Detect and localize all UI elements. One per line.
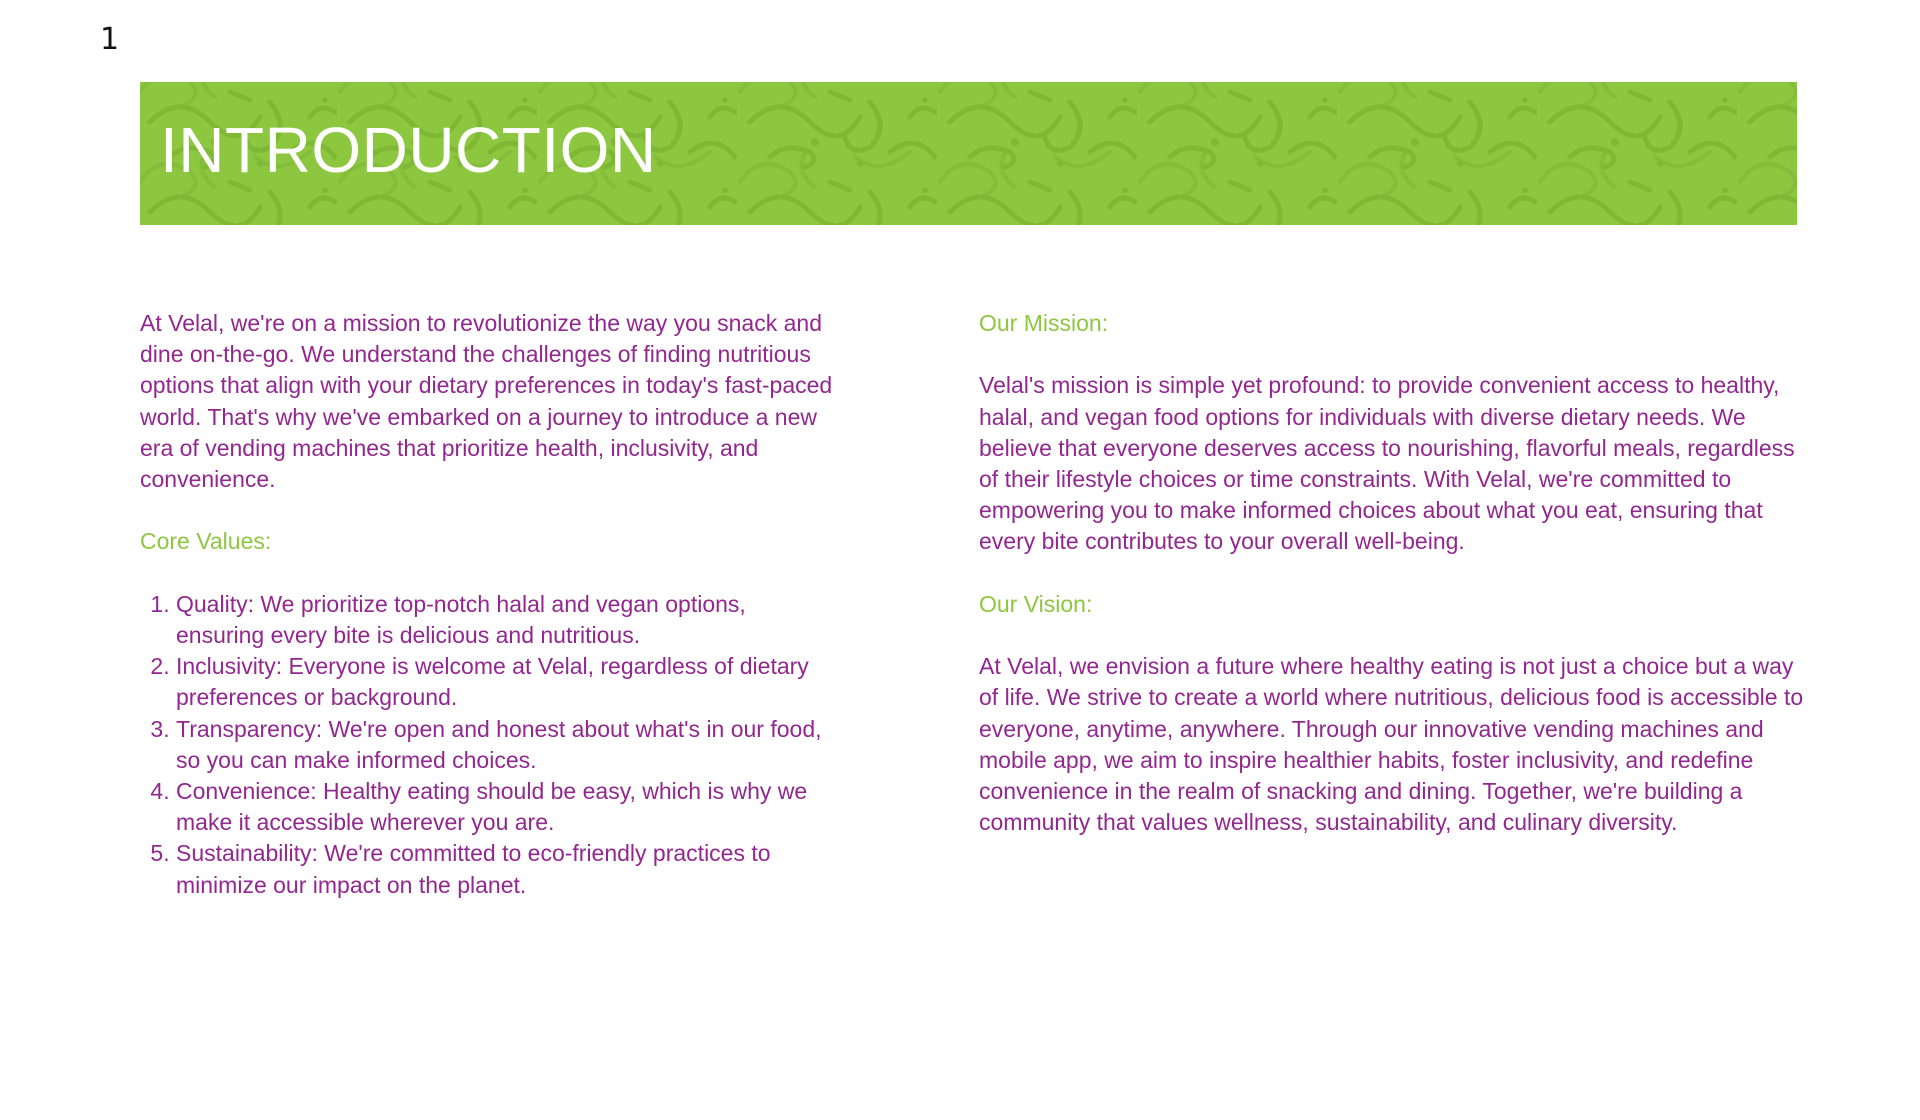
introduction-banner <box>140 82 1797 225</box>
list-item: 3. Transparency: We're open and honest about what's in our food, so you can make informed choices. <box>176 714 840 776</box>
core-values-heading: Core Values: <box>140 528 272 555</box>
mission-heading: Our Mission: <box>979 310 1109 336</box>
list-item: 5. Sustainability: We're committed to eco-friendly practices to minimize our impact on the planet. <box>176 838 840 900</box>
list-item: 4. Convenience: Healthy eating should be easy, which is why we make it accessible wherever you are. <box>176 776 840 838</box>
left-column <box>140 308 840 901</box>
core-values-list <box>140 589 840 901</box>
list-item: 2. Inclusivity: Everyone is welcome at Velal, regardless of dietary preferences or background. <box>176 651 840 713</box>
right-column <box>979 308 1809 870</box>
intro-paragraph: At Velal, we're on a mission to revolutionize the way you snack and dine on-the-go. We understand the challenges of finding nutritious options that align with your dietary preferences in today's fast-paced world. That's why we've embarked on a journey to introduce a new era of vending machines that prioritize health, inclusivity, and convenience. <box>140 310 833 493</box>
page-title: INTRODUCTION <box>160 114 657 186</box>
list-item: 1. Quality: We prioritize top-notch halal and vegan options, ensuring every bite is delicious and nutritious. <box>176 589 840 651</box>
mission-paragraph: Velal's mission is simple yet profound: to provide convenient access to healthy, halal, and vegan food options for individuals with diverse dietary needs. We believe that everyone deserves access to nourishing, flavorful meals, regardless of their lifestyle choices or time constraints. With Velal, we're committed to empowering you to make informed choices about what you eat, ensuring that every bite contributes to your overall well-being. <box>979 372 1795 555</box>
vision-paragraph: At Velal, we envision a future where healthy eating is not just a choice but a way of life. We strive to create a world where nutritious, delicious food is accessible to everyone, anytime, anywhere. Through our innovative vending machines and mobile app, we aim to inspire healthier habits, foster inclusivity, and redefine convenience in the realm of snacking and dining. Together, we're building a community that values wellness, sustainability, and culinary diversity. <box>979 653 1804 836</box>
vision-heading: Our Vision: <box>979 590 1093 617</box>
page-number: 1 <box>100 22 120 57</box>
